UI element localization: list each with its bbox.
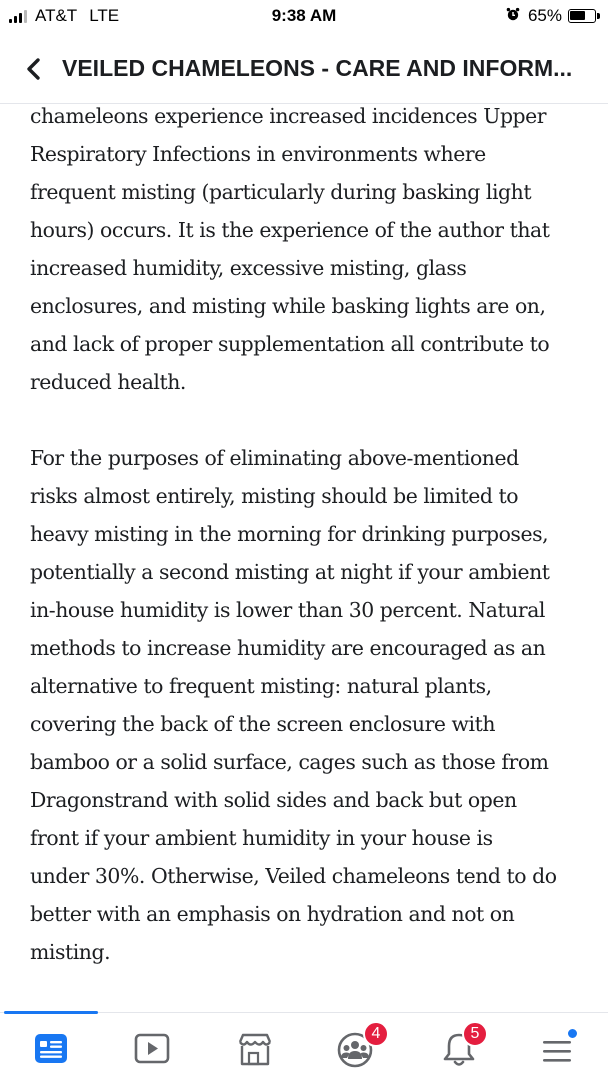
article-paragraph-2 <box>30 439 590 971</box>
chevron-left-icon <box>18 52 52 86</box>
paragraph-line: covering the back of the screen enclosure with <box>30 712 496 736</box>
video-play-icon <box>129 1027 175 1071</box>
active-tab-indicator <box>4 1011 98 1014</box>
paragraph-line: Respiratory Infections in environments where <box>30 142 486 166</box>
paragraph-line: and lack of proper supplementation all contribute to <box>30 332 550 356</box>
paragraph-line: risks almost entirely, misting should be limited to <box>30 484 519 508</box>
bottom-tab-bar <box>0 1012 608 1080</box>
signal-strength-icon <box>9 10 29 23</box>
status-left <box>9 6 119 26</box>
paragraph-line: alternative to frequent misting: natural plants, <box>30 674 492 698</box>
paragraph-line: reduced health. <box>30 370 186 394</box>
status-bar <box>0 0 608 36</box>
tab-news-feed[interactable] <box>28 1027 74 1071</box>
groups-badge: 4 <box>363 1021 389 1047</box>
paragraph-line: under 30%. Otherwise, Veiled chameleons tend to do <box>30 864 557 888</box>
paragraph-line: hours) occurs. It is the experience of the author that <box>30 218 550 242</box>
paragraph-line: increased humidity, excessive misting, glass <box>30 256 467 280</box>
tab-groups[interactable] <box>333 1027 379 1071</box>
tab-notifications[interactable] <box>436 1027 482 1071</box>
battery-percent: 65% <box>527 6 562 25</box>
battery-icon <box>568 9 596 23</box>
tab-marketplace[interactable] <box>232 1027 278 1071</box>
network-type: LTE <box>89 6 120 25</box>
status-time: 9:38 AM <box>271 6 337 25</box>
paragraph-line: in-house humidity is lower than 30 percent. Natural <box>30 598 545 622</box>
menu-notification-dot <box>566 1027 579 1040</box>
paragraph-line: Dragonstrand with solid sides and back but open <box>30 788 517 812</box>
paragraph-line: heavy misting in the morning for drinking purposes, <box>30 522 549 546</box>
tab-menu[interactable] <box>536 1027 582 1071</box>
paragraph-line: chameleons experience increased incidences Upper <box>30 104 547 128</box>
paragraph-line: For the purposes of eliminating above-mentioned <box>30 446 519 470</box>
back-button[interactable] <box>18 52 52 86</box>
paragraph-line: misting. <box>30 940 111 964</box>
marketplace-store-icon <box>232 1027 278 1071</box>
top-navigation-bar <box>0 36 608 104</box>
paragraph-line: front if your ambient humidity in your house is <box>30 826 493 850</box>
article-paragraph-1 <box>30 97 590 401</box>
tab-watch[interactable] <box>129 1027 175 1071</box>
paragraph-line: bamboo or a solid surface, cages such as those from <box>30 750 549 774</box>
page-title: VEILED CHAMELEONS - CARE AND INFORM... <box>62 55 573 81</box>
alarm-icon <box>506 6 520 26</box>
paragraph-line: potentially a second misting at night if your ambient <box>30 560 550 584</box>
article-body <box>30 97 590 971</box>
paragraph-line: enclosures, and misting while basking lights are on, <box>30 294 546 318</box>
paragraph-line: better with an emphasis on hydration and not on <box>30 902 515 926</box>
news-feed-icon <box>28 1027 74 1071</box>
paragraph-line: frequent misting (particularly during basking light <box>30 180 532 204</box>
paragraph-spacer <box>30 401 590 439</box>
carrier-name: AT&T <box>35 6 78 25</box>
paragraph-line: methods to increase humidity are encouraged as an <box>30 636 546 660</box>
notifications-badge: 5 <box>462 1021 488 1047</box>
status-right <box>506 6 596 26</box>
